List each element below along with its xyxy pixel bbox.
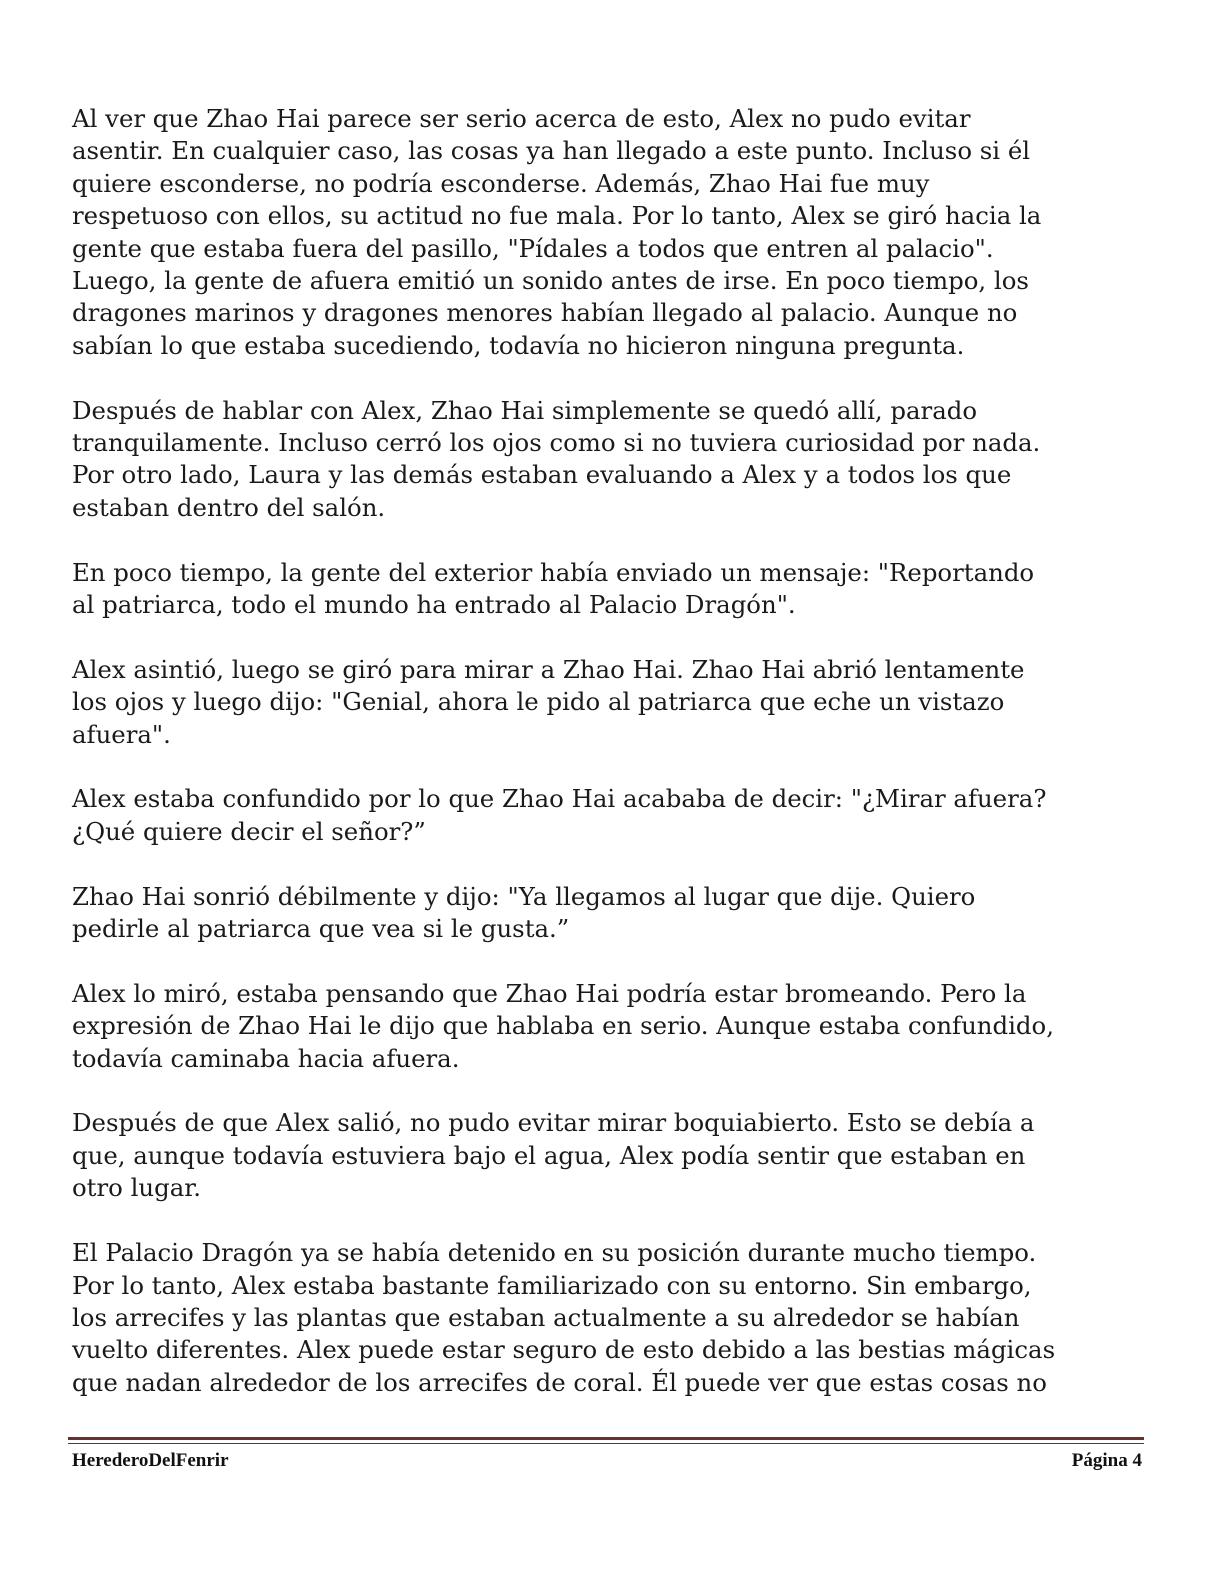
footer-author: HerederoDelFenrir: [72, 1450, 229, 1471]
paragraph-5: Alex estaba confundido por lo que Zhao Hai acababa de decir: "¿Mirar afuera? ¿Qué quiere decir el señor?”: [72, 784, 1047, 846]
paragraph-8: Después de que Alex salió, no pudo evitar mirar boquiabierto. Esto se debía a que, aunque todavía estuviera bajo el agua, Alex podía sentir que estaban en otro lugar.: [72, 1108, 1035, 1203]
footer-page-number: Página 4: [1071, 1450, 1142, 1471]
document-body: [72, 103, 1152, 1432]
paragraph-3: En poco tiempo, la gente del exterior había enviado un mensaje: "Reportando al patriarca, todo el mundo ha entrado al Palacio Dragón".: [72, 557, 1035, 620]
paragraph-4: Alex asintió, luego se giró para mirar a Zhao Hai. Zhao Hai abrió lentamente los ojos y luego dijo: "Genial, ahora le pido al patriarca que eche un vistazo afuera".: [72, 654, 1025, 749]
paragraph-9: El Palacio Dragón ya se había detenido en su posición durante mucho tiempo. Por lo tanto, Alex estaba bastante familiarizado con su entorno. Sin embargo, los arrecifes y las plantas que estaban actualmente a su alrededor se habían vuelto diferentes. Alex puede estar seguro de esto debido a las bestias mágicas que nadan alrededor de los arrecifes de coral. Él puede ver que estas cosas no: [72, 1238, 1056, 1397]
footer-divider-thick: [68, 1437, 1144, 1440]
paragraph-6: Zhao Hai sonrió débilmente y dijo: "Ya llegamos al lugar que dije. Quiero pedirle al patriarca que vea si le gusta.”: [72, 881, 976, 944]
footer-divider-thin: [68, 1443, 1144, 1444]
paragraph-1: Al ver que Zhao Hai parece ser serio acerca de esto, Alex no pudo evitar asentir. En cualquier caso, las cosas ya han llegado a este punto. Incluso si él quiere esconderse, no podría esconderse. Además, Zhao Hai fue muy respetuoso con ellos, su actitud no fue mala. Por lo tanto, Alex se giró hacia la gente que estaba fuera del pasillo, "Pídales a todos que entren al palacio". Luego, la gente de afuera emitió un sonido antes de irse. En poco tiempo, los dragones marinos y dragones menores habían llegado al palacio. Aunque no sabían lo que estaba sucediendo, todavía no hicieron ninguna pregunta.: [72, 104, 1042, 360]
paragraph-2: Después de hablar con Alex, Zhao Hai simplemente se quedó allí, parado tranquilamente. Incluso cerró los ojos como si no tuviera curiosidad por nada. Por otro lado, Laura y las demás estaban evaluando a Alex y a todos los que estaban dentro del salón.: [72, 395, 1041, 522]
paragraph-7: Alex lo miró, estaba pensando que Zhao Hai podría estar bromeando. Pero la expresión de Zhao Hai le dijo que hablaba en serio. Aunque estaba confundido, todavía caminaba hacia afuera.: [72, 978, 1054, 1073]
